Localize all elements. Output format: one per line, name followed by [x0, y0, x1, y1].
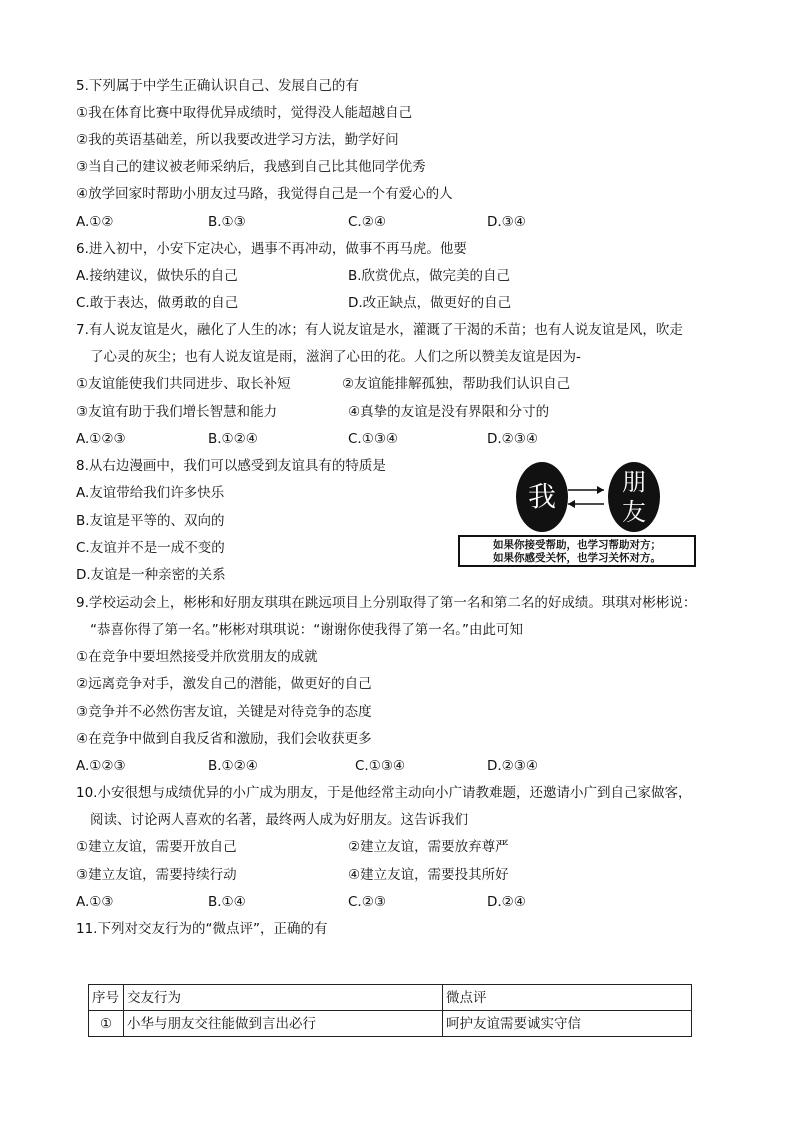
me-label: 我 — [527, 480, 556, 513]
friendship-cartoon — [458, 462, 698, 572]
header-behavior: 交友行为 — [124, 985, 443, 1011]
q5-stem: 5.下列属于中学生正确认识自己、发展自己的有 — [76, 78, 359, 94]
q10-item-1: ①建立友谊，需要开放自己 — [76, 839, 237, 855]
q7-item-2: ②友谊能排解孤独，帮助我们认识自己 — [342, 376, 571, 392]
q10-item-4: ④建立友谊，需要投其所好 — [348, 867, 509, 883]
caption-line-2: 如果你感受关怀，也学习关怀对方。 — [493, 552, 661, 564]
q7-option-d: D.②③④ — [487, 431, 538, 447]
q10-item-2: ②建立友谊，需要放弃尊严 — [348, 839, 509, 855]
q8-option-c: C.友谊并不是一成不变的 — [76, 540, 225, 556]
q10-option-d: D.②④ — [487, 894, 526, 910]
q6-option-d: D.改正缺点，做更好的自己 — [348, 295, 512, 311]
table-header-row — [89, 985, 692, 1011]
q8-option-d: D.友谊是一种亲密的关系 — [76, 567, 226, 583]
q9-option-c: C.①③④ — [355, 758, 406, 774]
table-row — [89, 1011, 692, 1037]
q10-option-c: C.②③ — [348, 894, 386, 910]
row-comment: 呵护友谊需要诚实守信 — [443, 1011, 692, 1037]
q7-option-b: B.①②④ — [208, 431, 258, 447]
q9-item-1: ①在竞争中要坦然接受并欣赏朋友的成就 — [76, 649, 318, 665]
friend-label-bottom: 友 — [622, 498, 646, 526]
q7-item-1: ①友谊能使我们共同进步、取长补短 — [76, 376, 291, 392]
q6-stem: 6.进入初中，小安下定决心，遇事不再冲动，做事不再马虎。他要 — [76, 241, 467, 257]
q11-table — [88, 984, 692, 1037]
q7-stem-line2: 了心灵的灰尘；也有人说友谊是雨，滋润了心田的花。人们之所以赞美友谊是因为- — [90, 349, 581, 365]
q9-item-2: ②远离竞争对手，激发自己的潜能，做更好的自己 — [76, 676, 372, 692]
q7-item-4: ④真挚的友谊是没有界限和分寸的 — [348, 404, 550, 420]
q8-stem: 8.从右边漫画中，我们可以感受到友谊具有的特质是 — [76, 458, 386, 474]
q5-option-a: A.①② — [76, 214, 114, 230]
q5-option-c: C.②④ — [348, 214, 386, 230]
q6-option-b: B.欣赏优点，做完美的自己 — [348, 268, 511, 284]
q11-stem: 11.下列对交友行为的“微点评”，正确的有 — [76, 921, 328, 937]
q10-option-b: B.①④ — [208, 894, 246, 910]
q6-option-c: C.敢于表达，做勇敢的自己 — [76, 295, 239, 311]
q9-stem-line2: “恭喜你得了第一名。”彬彬对琪琪说：“谢谢你使我得了第一名。”由此可知 — [90, 622, 523, 638]
q10-item-3: ③建立友谊，需要持续行动 — [76, 867, 237, 883]
caption-line-1: 如果你接受帮助，也学习帮助对方； — [493, 539, 661, 551]
q7-option-a: A.①②③ — [76, 431, 126, 447]
q10-stem-line1: 10.小安很想与成绩优异的小广成为朋友，于是他经常主动向小广请教难题，还邀请小广到自己家做客， — [76, 785, 692, 801]
q9-option-b: B.①②④ — [208, 758, 258, 774]
q9-option-d: D.②③④ — [487, 758, 538, 774]
q5-option-d: D.③④ — [487, 214, 526, 230]
q9-item-3: ③竞争并不必然伤害友谊，关键是对待竞争的态度 — [76, 704, 372, 720]
header-index: 序号 — [89, 985, 124, 1011]
q7-item-3: ③友谊有助于我们增长智慧和能力 — [76, 404, 278, 420]
friend-circle — [608, 462, 660, 532]
q10-option-a: A.①③ — [76, 894, 114, 910]
q5-item-1: ①我在体育比赛中取得优异成绩时，觉得没人能超越自己 — [76, 105, 413, 121]
q9-option-a: A.①②③ — [76, 758, 126, 774]
row-index: ① — [89, 1011, 124, 1037]
q8-option-b: B.友谊是平等的、双向的 — [76, 513, 225, 529]
q7-stem-line1: 7.有人说友谊是火，融化了人生的冰；有人说友谊是水，灌溉了干渴的禾苗；也有人说友谊是风，吹走 — [76, 322, 683, 338]
header-comment: 微点评 — [443, 985, 692, 1011]
me-circle — [516, 462, 568, 532]
q5-option-b: B.①③ — [208, 214, 246, 230]
q8-option-a: A.友谊带给我们许多快乐 — [76, 485, 225, 501]
q5-item-2: ②我的英语基础差，所以我要改进学习方法，勤学好问 — [76, 132, 399, 148]
double-arrow-icon — [564, 480, 608, 514]
q9-stem-line1: 9.学校运动会上，彬彬和好朋友琪琪在跳远项目上分别取得了第一名和第二名的好成绩。琪琪对彬彬说： — [76, 595, 697, 611]
q6-option-a: A.接纳建议，做快乐的自己 — [76, 268, 238, 284]
cartoon-caption — [458, 535, 696, 567]
q7-option-c: C.①③④ — [348, 431, 399, 447]
q5-item-3: ③当自己的建议被老师采纳后，我感到自己比其他同学优秀 — [76, 159, 426, 175]
q10-stem-line2: 阅读、讨论两人喜欢的名著，最终两人成为好朋友。这告诉我们 — [90, 812, 468, 828]
q5-item-4: ④放学回家时帮助小朋友过马路，我觉得自己是一个有爱心的人 — [76, 186, 453, 202]
row-behavior: 小华与朋友交往能做到言出必行 — [124, 1011, 443, 1037]
friend-label-top: 朋 — [622, 468, 646, 496]
q9-item-4: ④在竞争中做到自我反省和激励，我们会收获更多 — [76, 731, 372, 747]
